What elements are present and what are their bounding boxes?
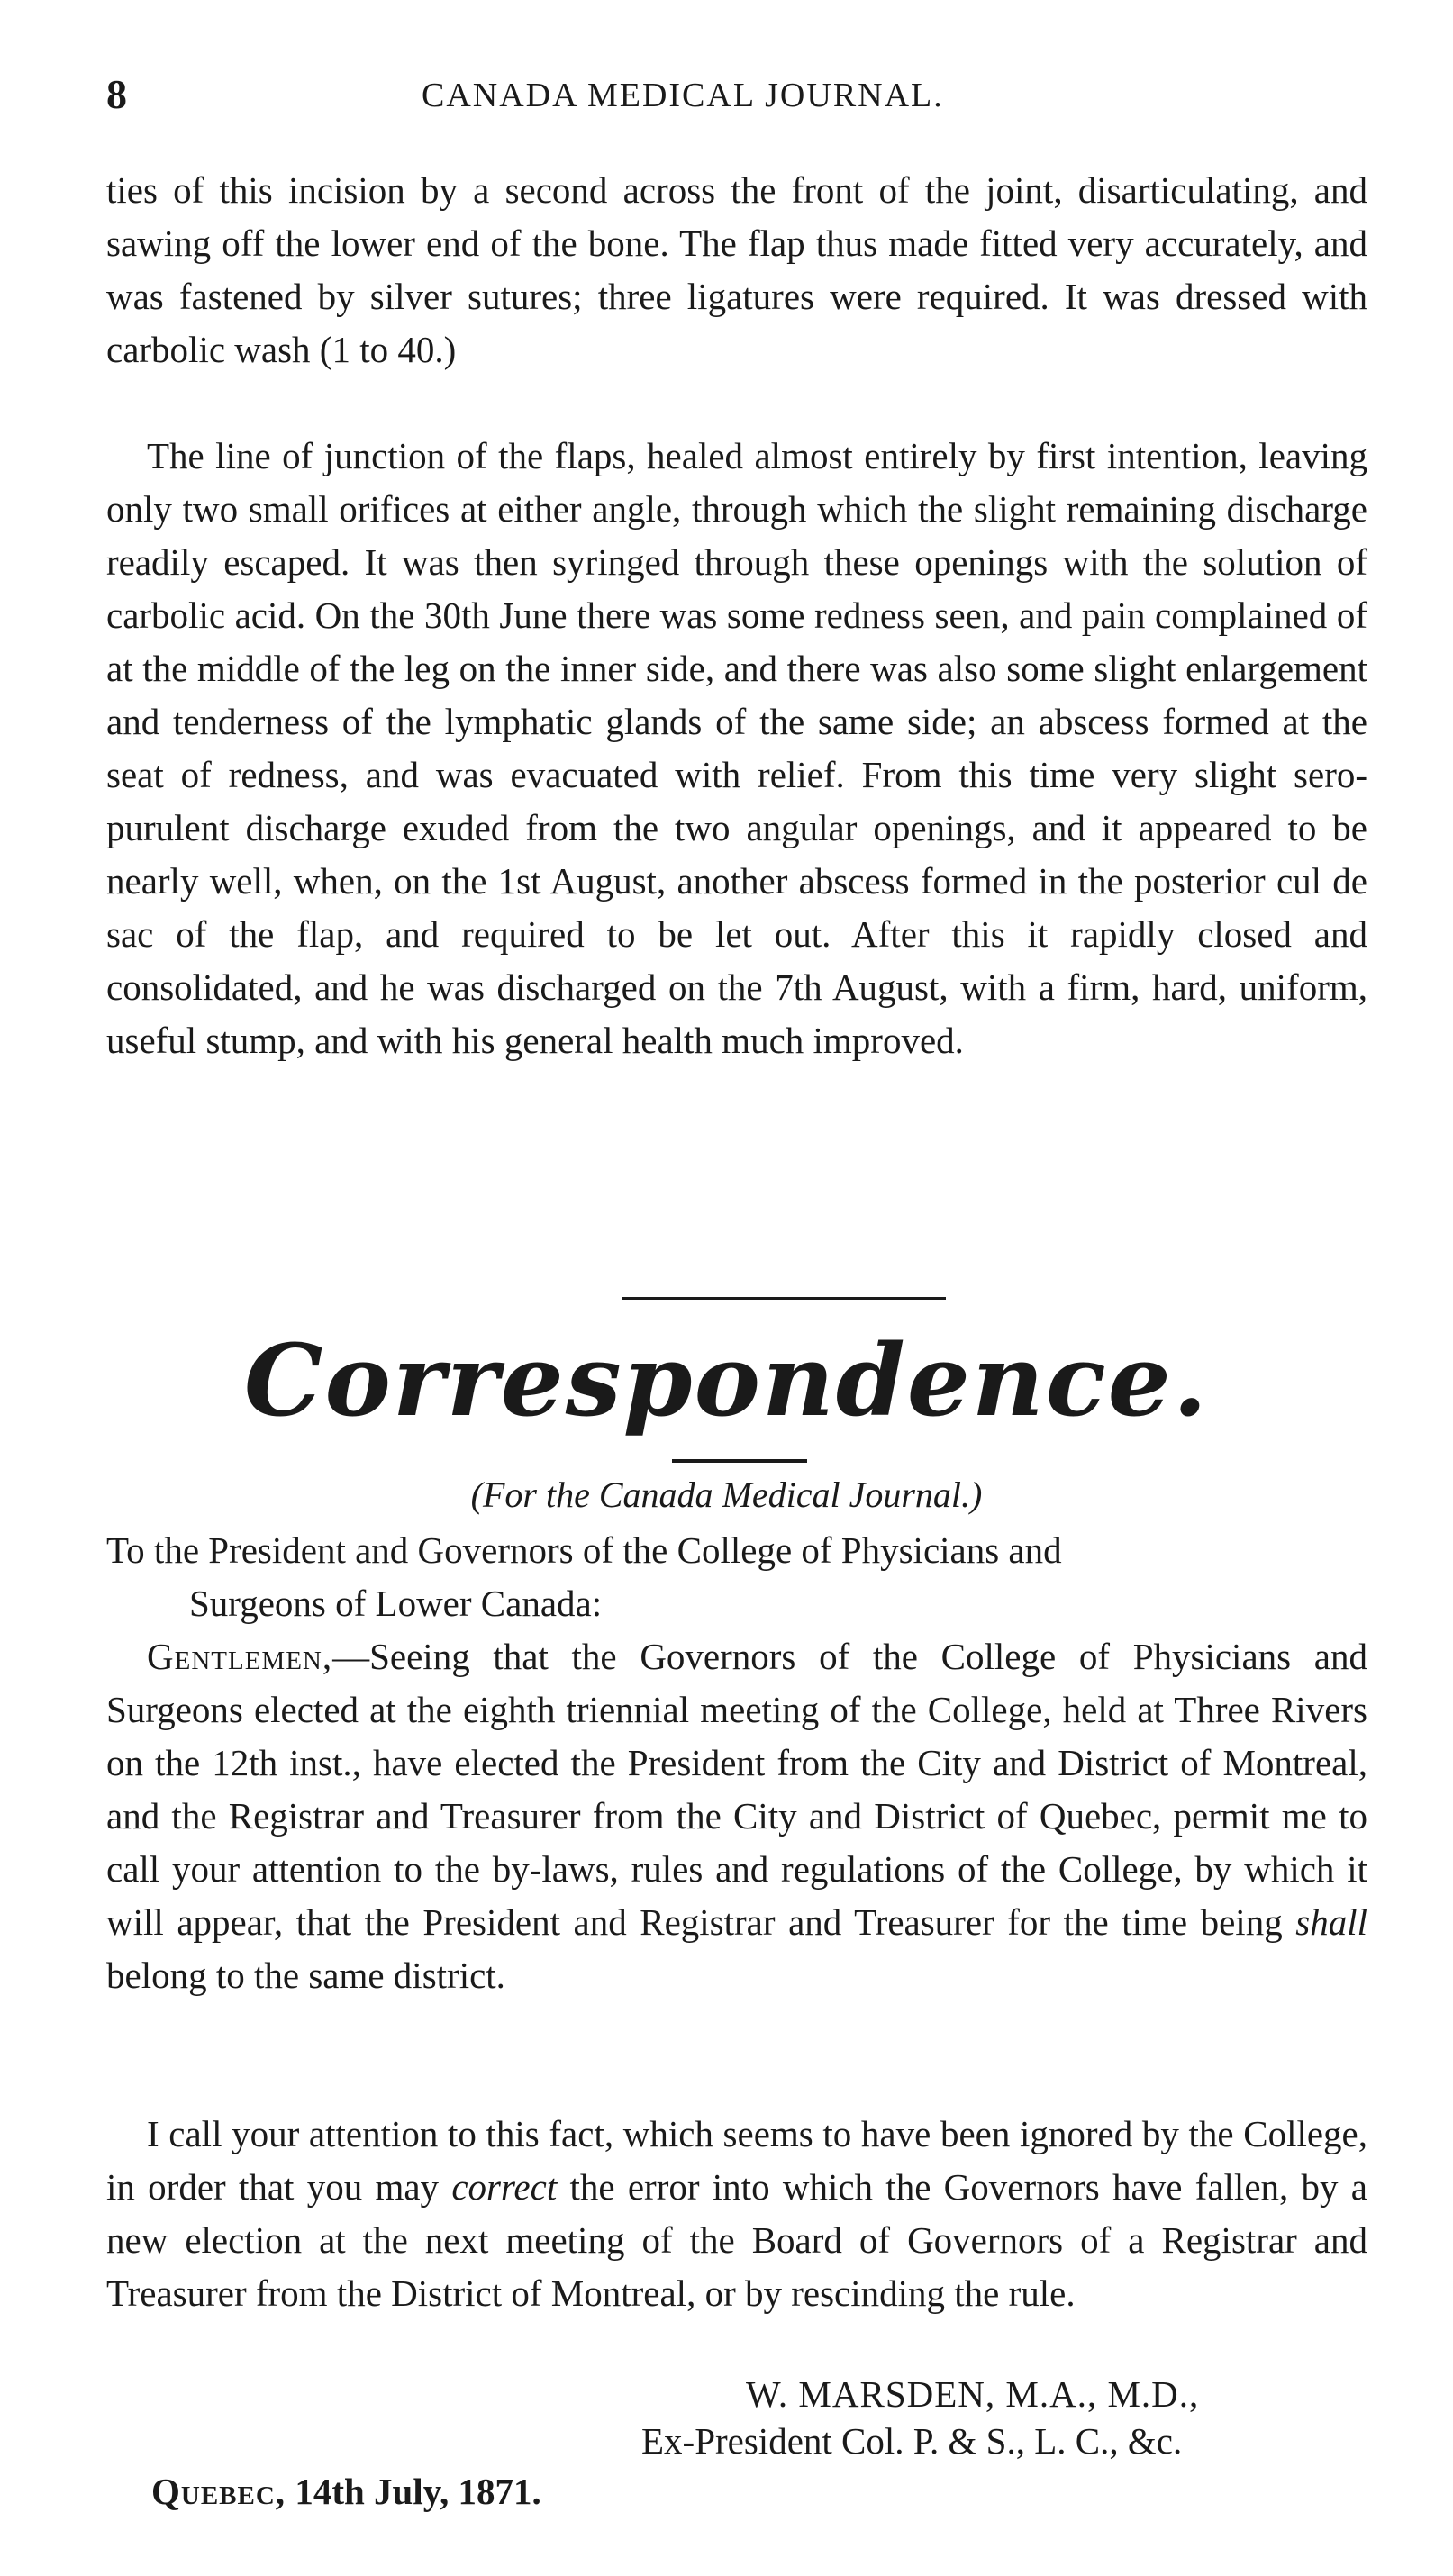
address-line-2: Surgeons of Lower Canada: [189,1583,603,1624]
section-divider-top [622,1297,946,1300]
section-divider-bottom [672,1459,807,1463]
address-line-1: To the President and Governors of the College of Physicians and [106,1529,1062,1571]
paragraph-4-emphasis: correct [451,2166,558,2208]
paragraph-2-text: The line of junction of the flaps, healed almost entirely by first intention, leaving only two small orifices at either angle, through which the slight remaining discharge readily escaped. It was then syringed through these openings with the solution of carbolic acid. On the 30th June there was some redness seen, and pain complained of at the middle of the leg on the inner side, and there was also some slight enlargement and tenderness of the lymphatic glands of the same side; an abscess formed at the seat of redness, and was evacuated with relief. From this time very slight sero-purulent discharge exuded from the two angular openings, and it appeared to be nearly well, when, on the 1st August, another abscess formed in the posterior cul de sac of the flap, and required to be let out. After this it rapidly closed and consolidated, and he was discharged on the 7th August, with a firm, hard, uniform, useful stump, and with his general health much improved. [106,435,1367,1061]
signature-name: W. MARSDEN, M.A., M.D., [746,2373,1200,2415]
paragraph-3-emphasis: shall [1295,1901,1367,1943]
paragraph-2 [106,430,1367,1067]
dateline [151,2470,541,2513]
page-number: 8 [106,71,127,117]
paragraph-1-text: ties of this incision by a second across the front of the joint, disarticulating, and sawing off the lower end of the bone. The flap thus made fitted very accurately, and was fastened by silver sutures; three ligatures were required. It was dressed with carbolic wash (1 to 40.) [106,169,1367,370]
source-note: (For the Canada Medical Journal.) [470,1474,983,1515]
letter-address [106,1524,1367,1630]
paragraph-4-text [106,2108,1367,2320]
dateline-date: 14th July, 1871. [295,2471,541,2512]
paragraph-3-end: belong to the same district. [106,1955,505,1996]
paragraph-4 [106,2108,1367,2320]
signature-title: Ex-President Col. P. & S., L. C., &c. [641,2420,1183,2462]
dateline-place: Quebec, [151,2471,286,2512]
paragraph-3-body: —Seeing that the Governors of the College of Physicians and Surgeons elected at the eighth triennial meeting of the College, held at Three Rivers on the 12th inst., have elected the President from the City and District of Montreal, and the Registrar and Treasurer from the City and District of Quebec, permit me to call your attention to the by-laws, rules and regulations of the College, by which it will appear, that the President and Registrar and Treasurer for the time being [106,1636,1367,1943]
paragraph-4-end: the error into which the Governors have fallen, by a new election at the next meeting of the Board of Governors of a Registrar and Treasurer from the District of Montreal, or by rescinding the rule. [106,2166,1368,2314]
running-head: CANADA MEDICAL JOURNAL. [422,77,944,114]
page-header [106,70,1367,124]
paragraph-3 [106,1630,1367,2002]
paragraph-4-body: I call your attention to this fact, which seems to have been ignored by the College, in order that you may [106,2113,1367,2208]
paragraph-3-text [106,1630,1367,2002]
section-title: Correspondence. [243,1322,1210,1438]
paragraph-1 [106,164,1367,376]
salutation: Gentlemen, [147,1636,333,1677]
